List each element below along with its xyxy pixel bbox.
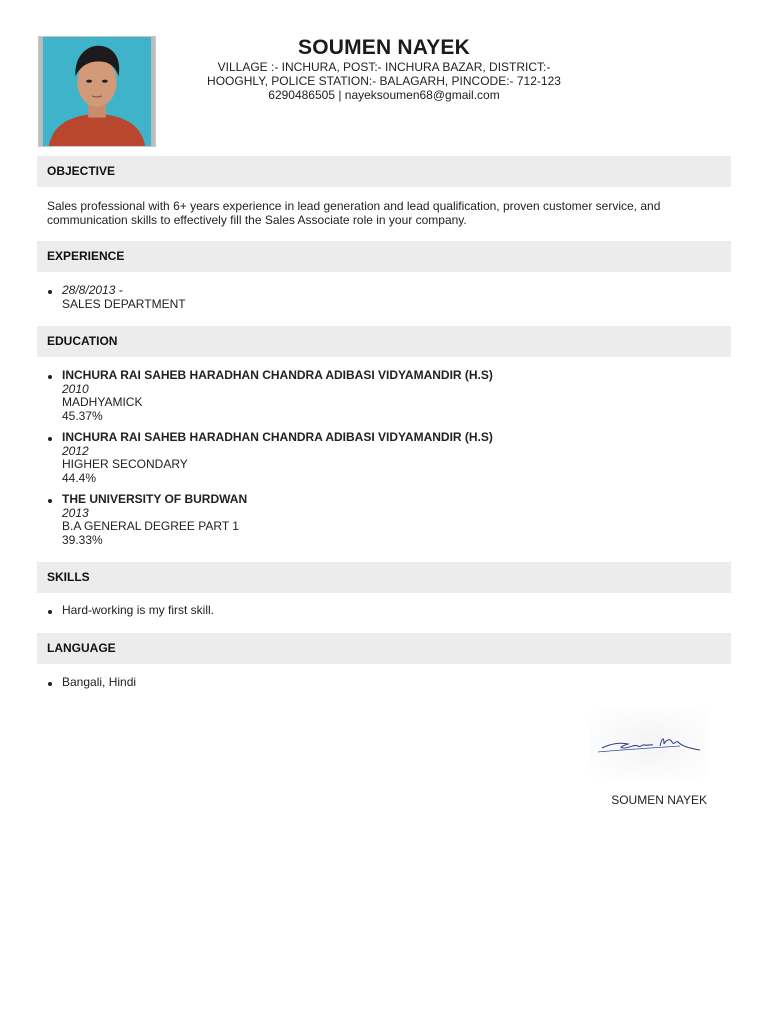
- education-degree: HIGHER SECONDARY: [62, 457, 188, 471]
- list-item: [47, 284, 707, 311]
- education-institution: INCHURA RAI SAHEB HARADHAN CHANDRA ADIBASI VIDYAMANDIR (H.S): [62, 368, 493, 382]
- section-title-education: EDUCATION: [37, 326, 731, 357]
- candidate-name: SOUMEN NAYEK: [298, 36, 470, 59]
- signature-name: SOUMEN NAYEK: [611, 793, 707, 807]
- address-line-2: HOOGHLY, POLICE STATION:- BALAGARH, PINCODE:- 712-123: [207, 74, 561, 88]
- education-degree: B.A GENERAL DEGREE PART 1: [62, 519, 239, 533]
- education-year: 2013: [62, 505, 89, 520]
- section-title-objective: OBJECTIVE: [37, 156, 731, 187]
- education-degree: MADHYAMICK: [62, 395, 143, 409]
- signature-image: [590, 708, 708, 780]
- language-list: [47, 676, 707, 690]
- education-institution: THE UNIVERSITY OF BURDWAN: [62, 492, 248, 506]
- experience-list: [47, 284, 707, 311]
- section-title-experience: EXPERIENCE: [37, 241, 731, 272]
- list-item: [47, 493, 707, 547]
- education-institution: INCHURA RAI SAHEB HARADHAN CHANDRA ADIBASI VIDYAMANDIR (H.S): [62, 430, 493, 444]
- section-title-skills: SKILLS: [37, 562, 731, 593]
- list-item: Bangali, Hindi: [47, 676, 707, 690]
- experience-date: 28/8/2013 -: [62, 283, 123, 297]
- experience-role: SALES DEPARTMENT: [62, 296, 186, 311]
- education-year: 2012: [62, 443, 89, 458]
- education-score: 39.33%: [62, 532, 103, 547]
- contact-info: 6290486505 | nayeksoumen68@gmail.com: [268, 88, 500, 102]
- education-score: 44.4%: [62, 470, 97, 485]
- list-item: Hard-working is my first skill.: [47, 604, 707, 618]
- section-title-language: LANGUAGE: [37, 633, 731, 664]
- skills-list: [47, 604, 707, 618]
- objective-text: Sales professional with 6+ years experience in lead generation and lead qualification, proven customer service, and communication skills to effectively fill the Sales Associate role in your company.: [47, 199, 661, 227]
- profile-photo-image: [39, 37, 155, 146]
- education-list: [47, 369, 707, 555]
- list-item: [47, 431, 707, 485]
- education-year: 2010: [62, 381, 89, 396]
- education-score: 45.37%: [62, 408, 103, 423]
- list-item: [47, 369, 707, 423]
- signature-icon: [590, 708, 708, 780]
- resume-header: [200, 36, 568, 102]
- profile-photo: [38, 36, 156, 147]
- address-line-1: VILLAGE :- INCHURA, POST:- INCHURA BAZAR, DISTRICT:-: [217, 60, 551, 74]
